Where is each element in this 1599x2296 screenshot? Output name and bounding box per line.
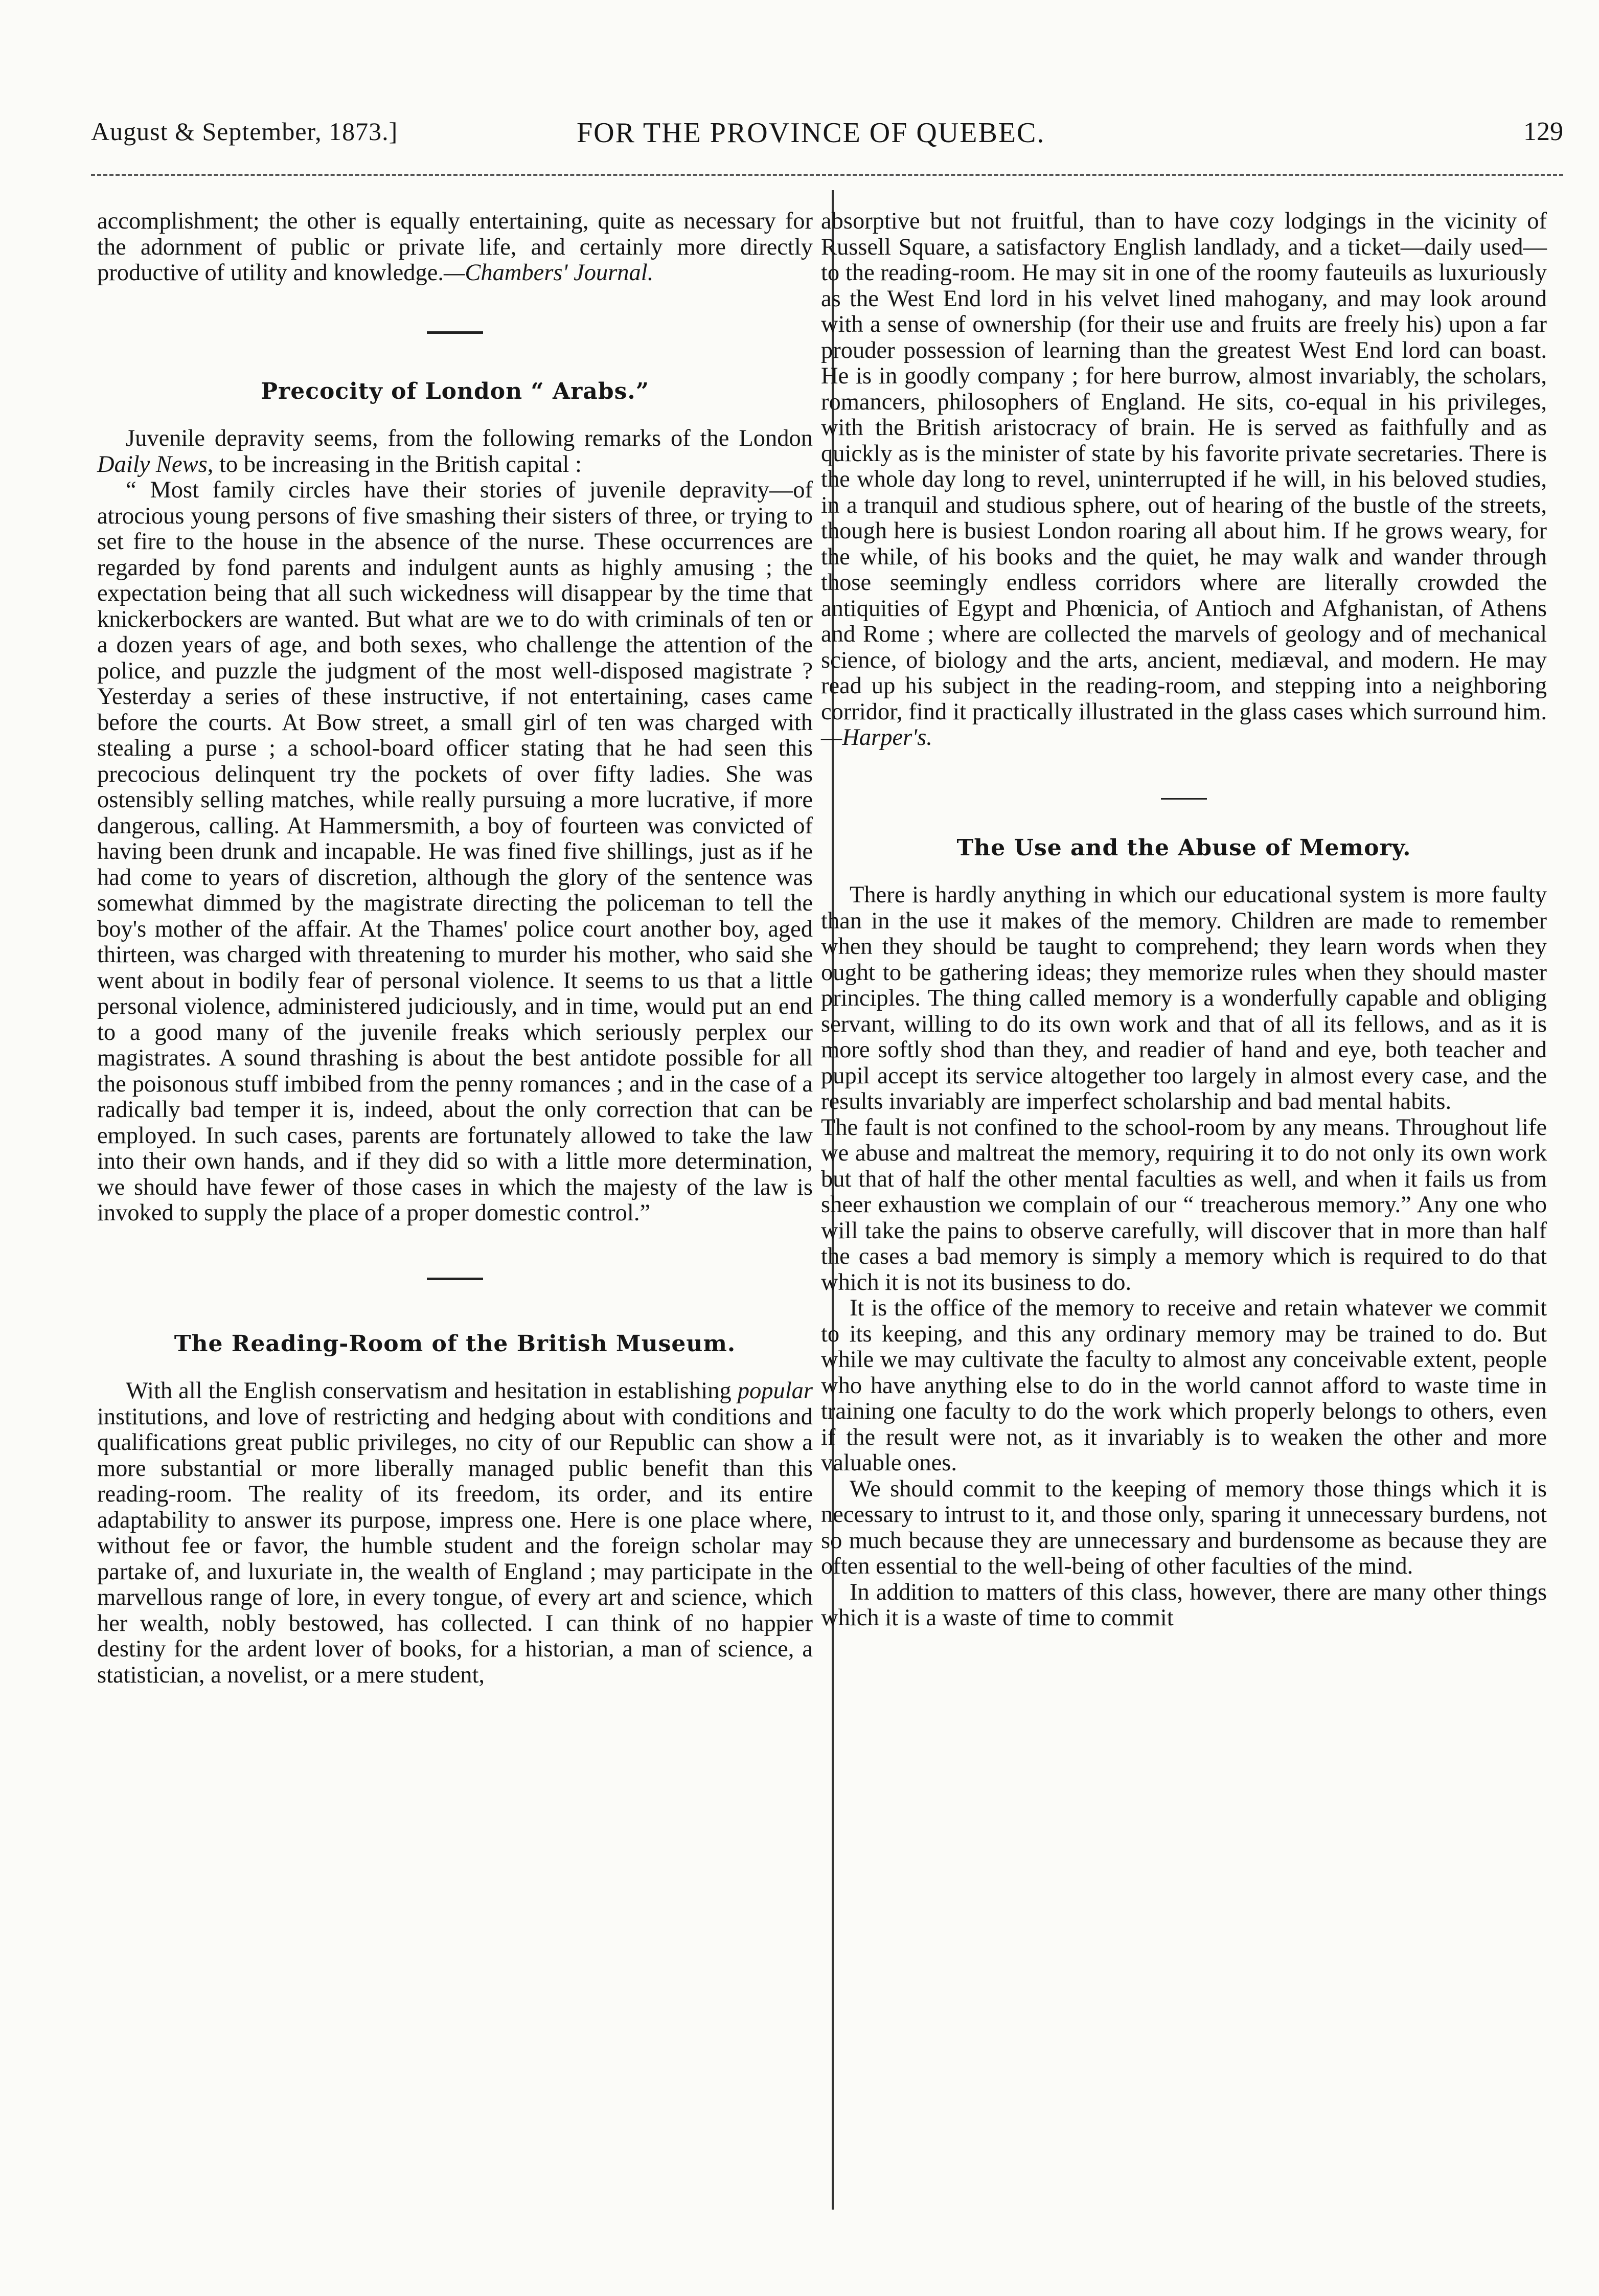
intro-source: —Chambers' Journal.	[443, 260, 654, 286]
left-column	[97, 209, 813, 1688]
continuation-paragraph: absorptive but not fruitful, than to have cozy lodgings in the vicinity of Russell Square, a satisfactory English landlady, and a ticket—daily used—to the reading-room. He may sit in one of the roomy fauteuils as luxuriously as the West End lord in his velvet lined mahogany, and may look around with a sense of ownership (for their use and fruits are freely his) upon a far prouder possession of learning than the greatest West End lord can boast. He is in goodly company ; for here burrow, almost invariably, the scholars, romancers, philosophers of England. He sits, co-equal in his privileges, with the British aristocracy of brain. He is served as faithfully and as quickly as is the minister of state by his favorite private secretaries. There is the whole day long to revel, uninterrupted if he will, in his beloved studies, in a tranquil and studious sphere, out of hearing of the bustle of the streets, though here is busiest London roaring all about him. If he grows weary, for the while, of his books and the quiet, he may walk and wander through those seemingly endless corridors where are literally crowded the antiquities of Egypt and Phœnicia, of Antioch and Afghanistan, of Athens and Rome ; where are collected the marvels of geology and of mechanical science, of biology and the arts, ancient, mediæval, and modern. He may read up his subject in the reading-room, and stepping into a neighboring corridor, find it practically illustrated in the glass cases which surround him.—Harper's.	[821, 208, 1547, 751]
article-title-precocity: Precocity of London “ Arabs.”	[260, 378, 650, 404]
header-date: August & September, 1873.]	[91, 117, 398, 146]
article-paragraph: It is the office of the memory to receive and retain whatever we commit to its keeping, and this any ordinary memory may be trained to do. But while we may cultivate the faculty to almost any conceivable extent, people who have anything else to do in the world cannot afford to waste time in training one faculty to do the work which properly belongs to others, even if the result were not, as it invariably is to weaken the other and more valuable ones.	[821, 1295, 1547, 1476]
article-paragraph: Juvenile depravity seems, from the following remarks of the London Daily News, to be increasing in the British capital :	[97, 425, 813, 478]
article-title-memory: The Use and the Abuse of Memory.	[956, 834, 1411, 861]
article-paragraph: In addition to matters of this class, however, there are many other things which it is a waste of time to commit	[821, 1579, 1547, 1631]
continuation-source: —Harper's.	[821, 724, 932, 751]
article-title-reading-room: The Reading-Room of the British Museum.	[174, 1330, 736, 1357]
article-paragraph: We should commit to the keeping of memory those things which it is necessary to intrust to it, and those only, sparing it unnecessary burdens, not so much because they are unnecessary and burdensome as because they are often essential to the well-being of other faculties of the mind.	[821, 1475, 1547, 1579]
page-number: 129	[1523, 117, 1563, 146]
article-paragraph: There is hardly anything in which our educational system is more faulty than in the use it makes of the memory. Children are made to remember when they should be taught to comprehend; they learn words when they ought to be gathering ideas; they memorize rules when they should master principles. The thing called memory is a wonderfully capable and obliging servant, willing to do its own work and that of all its fellows, and as it is more softly shod than they, and readier of hand and eye, both teacher and pupil accept its service altogether too largely in almost every case, and the results invariably are imperfect scholarship and bad mental habits.	[821, 882, 1547, 1115]
publication-name: Daily News	[97, 451, 208, 478]
article-paragraph: The fault is not confined to the school-room by any means. Throughout life we abuse and maltreat the memory, requiring it to do not only its own work but that of half the other mental faculties as well, and when it fails us from sheer exhaustion we complain of our “ treacherous memory.” Any one who will take the pains to observe carefully, will discover that in more than half the cases a bad memory is simply a memory which is required to do that which it is not its business to do.	[821, 1114, 1547, 1295]
article-paragraph: “ Most family circles have their stories of juvenile depravity—of atrocious young persons of five smashing their sisters of three, or trying to set fire to the house in the absence of the nurse. These occurrences are regarded by fond parents and indulgent aunts as highly amusing ; the expectation being that all such wickedness will disappear by the time that knickerbockers are wanted. But what are we to do with criminals of ten or a dozen years of age, and both sexes, who challenge the attention of the police, and puzzle the judgment of the most well-disposed magistrate ? Yesterday a series of these instructive, if not entertaining, cases came before the courts. At Bow street, a small girl of ten was charged with stealing a purse ; a school-board officer stating that he had seen this precocious delinquent try the pockets of over fifty ladies. She was ostensibly selling matches, while really pursuing a more lucrative, if more dangerous, calling. At Hammersmith, a boy of fourteen was convicted of having been drunk and incapable. He was fined five shillings, just as if he had come to years of discretion, although the glory of the sentence was somewhat dimmed by the magistrate directing the policeman to tell the boy's mother of the affair. At the Thames' police court another boy, aged thirteen, was charged with threatening to murder his mother, who said she went about in bodily fear of personal violence. It seems to us that a little personal violence, administered judiciously, and in time, would put an end to a good many of the juvenile freaks which seriously perplex our magistrates. A sound thrashing is about the best antidote possible for all the poisonous stuff imbibed from the penny romances ; and in the case of a radically bad temper it is, indeed, about the only correction that can be employed. In such cases, parents are fortunately allowed to take the law into their own hands, and if they did so with a little more determination, we should have fewer of those cases in which the majesty of the law is invoked to supply the place of a proper domestic control.”	[97, 477, 813, 1226]
header-rule	[91, 174, 1563, 176]
right-column	[821, 209, 1547, 1631]
page-header	[91, 117, 1563, 152]
intro-paragraph: accomplishment; the other is equally entertaining, quite as necessary for the adornment of public or private life, and certainly more directly productive of utility and knowledge.—Chambers' Journal.	[97, 208, 813, 286]
article-paragraph: With all the English conservatism and hesitation in establishing popular institutions, and love of restricting and hedging about with conditions and qualifications great public privileges, no city of our Republic can show a more substantial or more liberally managed public benefit than this reading-room. The reality of its freedom, its order, and its entire adaptability to answer its purpose, impress one. Here is one place where, without fee or favor, the humble student and the foreign scholar may partake of, and luxuriate in, the wealth of England ; may participate in the marvellous range of lore, in every tongue, of every art and science, which her wealth, nobly bestowed, has collected. I can think of no happier destiny for the ardent lover of books, for a historian, a man of science, a statistician, a novelist, or a mere student,	[97, 1378, 813, 1688]
header-title: FOR THE PROVINCE OF QUEBEC.	[577, 117, 1045, 149]
emphasis: popular	[737, 1378, 813, 1404]
